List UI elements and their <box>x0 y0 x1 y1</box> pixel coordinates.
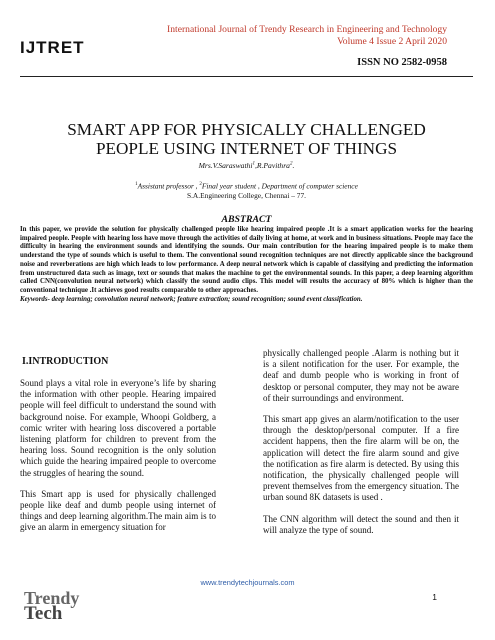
intro-paragraph-1: Sound plays a vital role in everyone’s life by sharing the information with other people. Hearing impaired people will feel difficult to understand the sound with background noise. For example, Whoopi Goldberg, a comic writer with hearing loss discovered a portable listening platform for children to prevent from the hearing loss. Sound recognition is the only solution which guide the hearing impaired people to overcome the struggles of hearing the sound. <box>20 378 216 478</box>
author-2-sup: 2 <box>289 161 293 167</box>
author-2: ,R.Pavithra <box>254 161 290 170</box>
header-divider <box>20 76 473 77</box>
keywords: Keywords- deep learning; convolution neural network; feature extraction; sound recognition; sound event classification. <box>20 295 363 303</box>
affil-role-1: Assistant professor , <box>137 181 200 191</box>
authors <box>20 161 473 170</box>
right-column <box>263 348 459 546</box>
abstract-body <box>20 226 473 304</box>
affil-role-2: Final year student , Department of computer science <box>201 181 358 191</box>
journal-volume: Volume 4 Issue 2 April 2020 <box>337 36 447 47</box>
logo-line-2: Tech <box>24 603 63 624</box>
abstract-text: In this paper, we provide the solution for physically challenged people like hearing impaired people .It is a smart application works for the hearing impaired people. People with hearing loss have move through the activities of daily living at home, at work and in business situations. People may face the difficulty in hearing the environment sounds and identifying the sounds. Our main contribution for the hearing impaired people is to make them understand the type of sounds which is useful to them. The conventional sound recognition techniques are not directly applicable since the background noise and reverberations are high which leads to low performance. A deep neural network which is capable of classifying and predicting the information from unstructured data such as image, text or sounds that makes the machine to get the environmental sounds. In this paper, a deep learning algorithm called CNN(convolution neural network) which classify the sound audio clips. This model will results the accuracy of 80% which is higher than the conventional technique .It achieves good results comparable to other approaches. <box>20 226 473 294</box>
section-heading-introduction: I.INTRODUCTION <box>22 356 109 367</box>
left-column <box>20 378 216 544</box>
logo-line-1: Trendy <box>24 588 80 608</box>
journal-header <box>117 24 447 48</box>
title-line-1: SMART APP FOR PHYSICALLY CHALLENGED <box>67 120 426 139</box>
trendy-tech-logo <box>24 590 79 622</box>
journal-name: International Journal of Trendy Research in Engineering and Technology <box>167 24 447 35</box>
author-1: Mrs.V.Saraswathi <box>198 161 253 170</box>
intro-paragraph-4: This smart app gives an alarm/notification to the user through the desktop/personal computer. If a fire accident happens, then the fire alarm will be on, the application will detect the fire alarm sound and give the notification as fire alarm is detected. By using this notification, the physically challenged people will prevent themselves from the emergency situation. The urban sound 8K datasets is used . <box>263 414 459 503</box>
abstract-heading: ABSTRACT <box>221 214 272 225</box>
paper-title <box>20 120 473 158</box>
title-line-2: PEOPLE USING INTERNET OF THINGS <box>95 139 398 158</box>
intro-paragraph-2: This Smart app is used for physically challenged people like deaf and dumb people using internet of things and deep learning algorithm.The main aim is to give an alarm in emergency situation for <box>20 488 216 533</box>
intro-paragraph-3: physically challenged people .Alarm is nothing but it is a silent notification for the user. For example, the deaf and dumb people who is working in front of desktop or personal computer, they may not be aware of their surroundings and environment. <box>263 348 459 403</box>
affil-college: S.A.Engineering College, Chennai – 77. <box>186 190 307 200</box>
footer-url-link[interactable]: www.trendytechjournals.com <box>200 578 295 587</box>
intro-paragraph-5: The CNN algorithm will detect the sound and then it will analyze the type of sound. <box>263 513 459 535</box>
affil-sup-2: 2 <box>199 182 202 187</box>
issn-number: ISSN NO 2582-0958 <box>357 57 447 68</box>
affil-sup-1: 1 <box>135 182 138 187</box>
authors-end: . <box>292 161 295 170</box>
journal-logo: IJTRET <box>20 38 85 57</box>
page-number: 1 <box>432 592 437 602</box>
affiliation <box>20 180 473 200</box>
author-1-sup: 1 <box>252 161 255 167</box>
